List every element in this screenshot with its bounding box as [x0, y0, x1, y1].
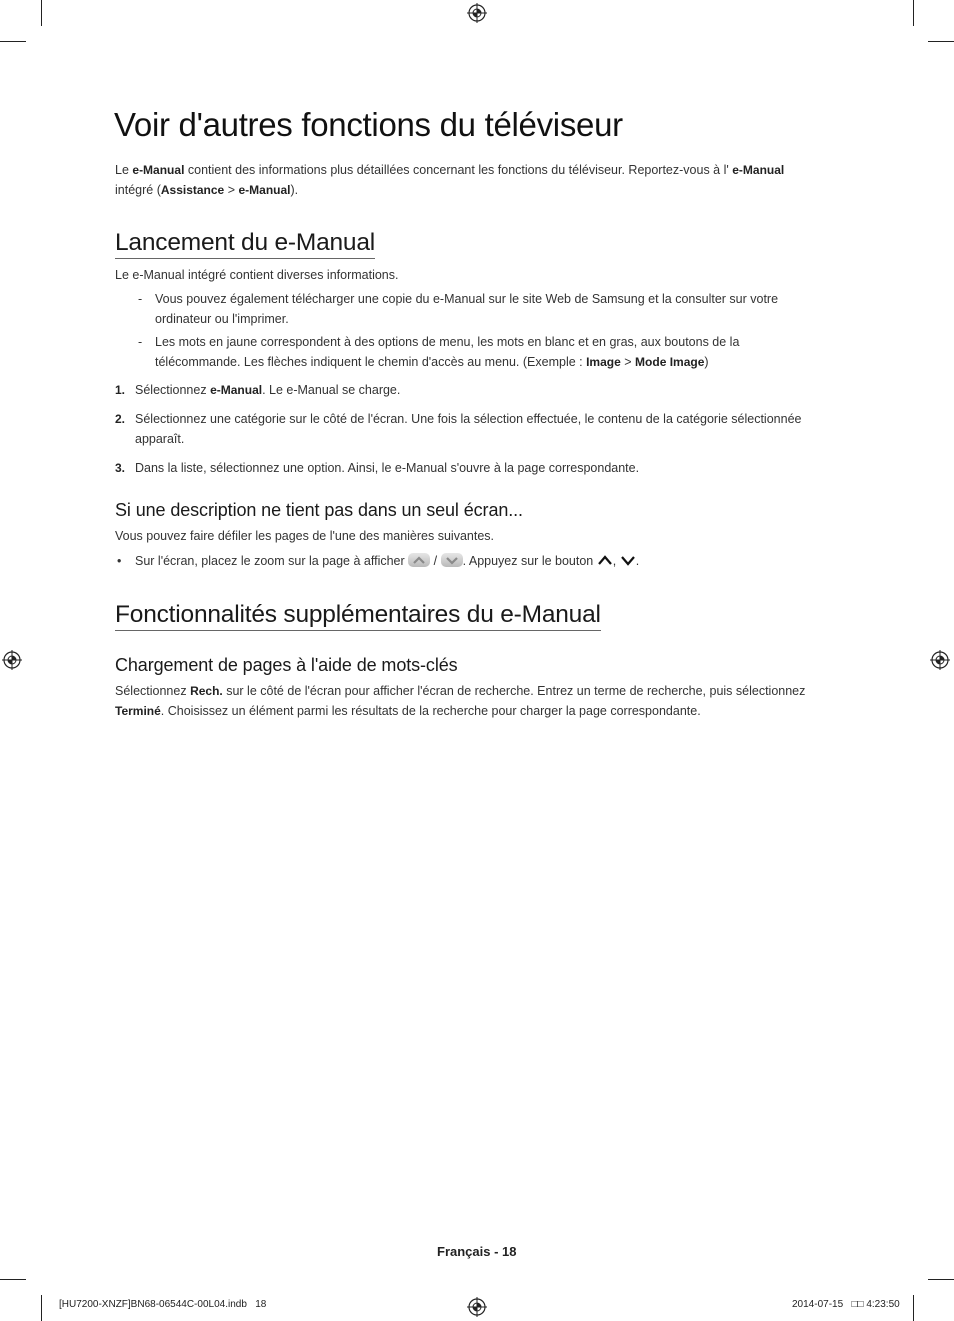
crop-mark-bottom-left-h	[0, 1279, 26, 1280]
intro-text: intégré (	[115, 183, 161, 197]
intro-text: >	[224, 183, 239, 197]
page-number: Français - 18	[437, 1244, 517, 1259]
note-text	[155, 289, 778, 329]
intro-text: ).	[290, 183, 299, 197]
step-bold-emanual: e-Manual	[210, 383, 263, 397]
print-date: 2014-07-15 □□ 4:23:50	[792, 1299, 900, 1310]
note-dash: -	[138, 292, 143, 306]
note-bold-image: Image	[586, 355, 621, 369]
bullet-end: .	[635, 554, 640, 568]
note-text-span: télécommande. Les flèches indiquent le chemin d'accès au menu. (Exemple :	[155, 355, 587, 369]
note-item	[138, 289, 142, 309]
section-title-fonctionnalites: Fonctionnalités supplémentaires du e-Manual	[115, 601, 601, 631]
para-bold-rech: Rech.	[190, 684, 223, 698]
subsection-title-description: Si une description ne tient pas dans un seul écran...	[115, 500, 523, 520]
subsection-title-mots-cles: Chargement de pages à l'aide de mots-clés	[115, 655, 458, 675]
registration-mark-icon	[2, 650, 22, 670]
note-bold-mode-image: Mode Image	[635, 355, 705, 369]
step-line: apparaît.	[135, 432, 185, 446]
note-text	[155, 332, 739, 372]
crop-mark-bottom-right-h	[928, 1279, 954, 1280]
crop-mark-top-left	[41, 0, 42, 26]
intro-bold-emanual: e-Manual	[132, 163, 185, 177]
subsection-paragraph	[115, 681, 805, 721]
para-text: . Choisissez un élément parmi les résultats de la recherche pour charger la page correspondante.	[160, 704, 701, 718]
step-text-span: . Le e-Manual se charge.	[262, 383, 401, 397]
section1-lead: Le e-Manual intégré contient diverses informations.	[115, 268, 399, 282]
note-line	[155, 352, 739, 372]
bullet-text-span: . Appuyez sur le bouton	[462, 554, 594, 568]
subsection-lead: Vous pouvez faire défiler les pages de l'une des manières suivantes.	[115, 529, 495, 543]
step-line: Sélectionnez une catégorie sur le côté de l'écran. Une fois la sélection effectuée, le contenu de la catégorie sélectionnée	[135, 412, 802, 426]
crop-mark-bottom-right	[913, 1295, 914, 1321]
step-text: Dans la liste, sélectionnez une option. Ainsi, le e-Manual s'ouvre à la page correspondante.	[135, 461, 640, 475]
step-number: 2.	[115, 412, 126, 426]
bullet-comma: ,	[612, 554, 617, 568]
para-text: Sélectionnez	[115, 684, 191, 698]
para-bold-termine: Terminé	[115, 704, 161, 718]
section-title-lancement: Lancement du e-Manual	[115, 229, 375, 259]
step-text-span: Sélectionnez	[135, 383, 211, 397]
page-down-arrow-icon	[441, 553, 463, 567]
note-line: ordinateur ou l'imprimer.	[155, 312, 289, 326]
bullet-text-span: Sur l'écran, placez le zoom sur la page à afficher	[135, 554, 405, 568]
step-text	[135, 380, 400, 400]
note-text-span: )	[704, 355, 709, 369]
chevron-up-icon	[597, 554, 613, 566]
note-item	[138, 332, 142, 352]
intro-bold-emanual: e-Manual	[238, 183, 291, 197]
note-line: Vous pouvez également télécharger une copie du e-Manual sur le site Web de Samsung et la consulter sur votre	[155, 292, 779, 306]
intro-text: contient des informations plus détaillées concernant les fonctions du téléviseur. Reportez-vous à l'	[184, 163, 733, 177]
registration-mark-icon	[930, 650, 950, 670]
intro-text: Le	[115, 163, 133, 177]
file-info: [HU7200-XNZF]BN68-06544C-00L04.indb 18	[59, 1299, 267, 1310]
registration-mark-icon	[467, 3, 487, 23]
paragraph-line-2	[115, 701, 805, 721]
intro-bold-assistance: Assistance	[160, 183, 225, 197]
bullet-slash: /	[433, 554, 438, 568]
registration-mark-icon	[467, 1297, 487, 1317]
step-number: 3.	[115, 461, 126, 475]
crop-mark-top-left-h	[0, 41, 26, 42]
intro-bold-emanual: e-Manual	[732, 163, 785, 177]
page-title: Voir d'autres fonctions du téléviseur	[114, 106, 623, 143]
paragraph-line-1	[115, 681, 805, 701]
step-text	[135, 409, 801, 449]
intro-line-1	[115, 160, 784, 180]
page-up-arrow-icon	[408, 553, 430, 567]
bullet-marker: •	[117, 554, 122, 568]
step-number: 1.	[115, 383, 126, 397]
chevron-down-icon	[620, 554, 636, 566]
crop-mark-top-right-h	[928, 41, 954, 42]
note-text-span: >	[620, 355, 636, 369]
intro-line-2	[115, 180, 784, 200]
bullet-text	[135, 551, 639, 571]
crop-mark-top-right	[913, 0, 914, 26]
note-line: Les mots en jaune correspondent à des options de menu, les mots en blanc et en gras, aux boutons de la	[155, 335, 740, 349]
note-dash: -	[138, 335, 143, 349]
crop-mark-bottom-left	[41, 1295, 42, 1321]
intro-paragraph	[115, 160, 784, 200]
para-text: sur le côté de l'écran pour afficher l'écran de recherche. Entrez un terme de recherche, puis sélectionnez	[222, 684, 806, 698]
